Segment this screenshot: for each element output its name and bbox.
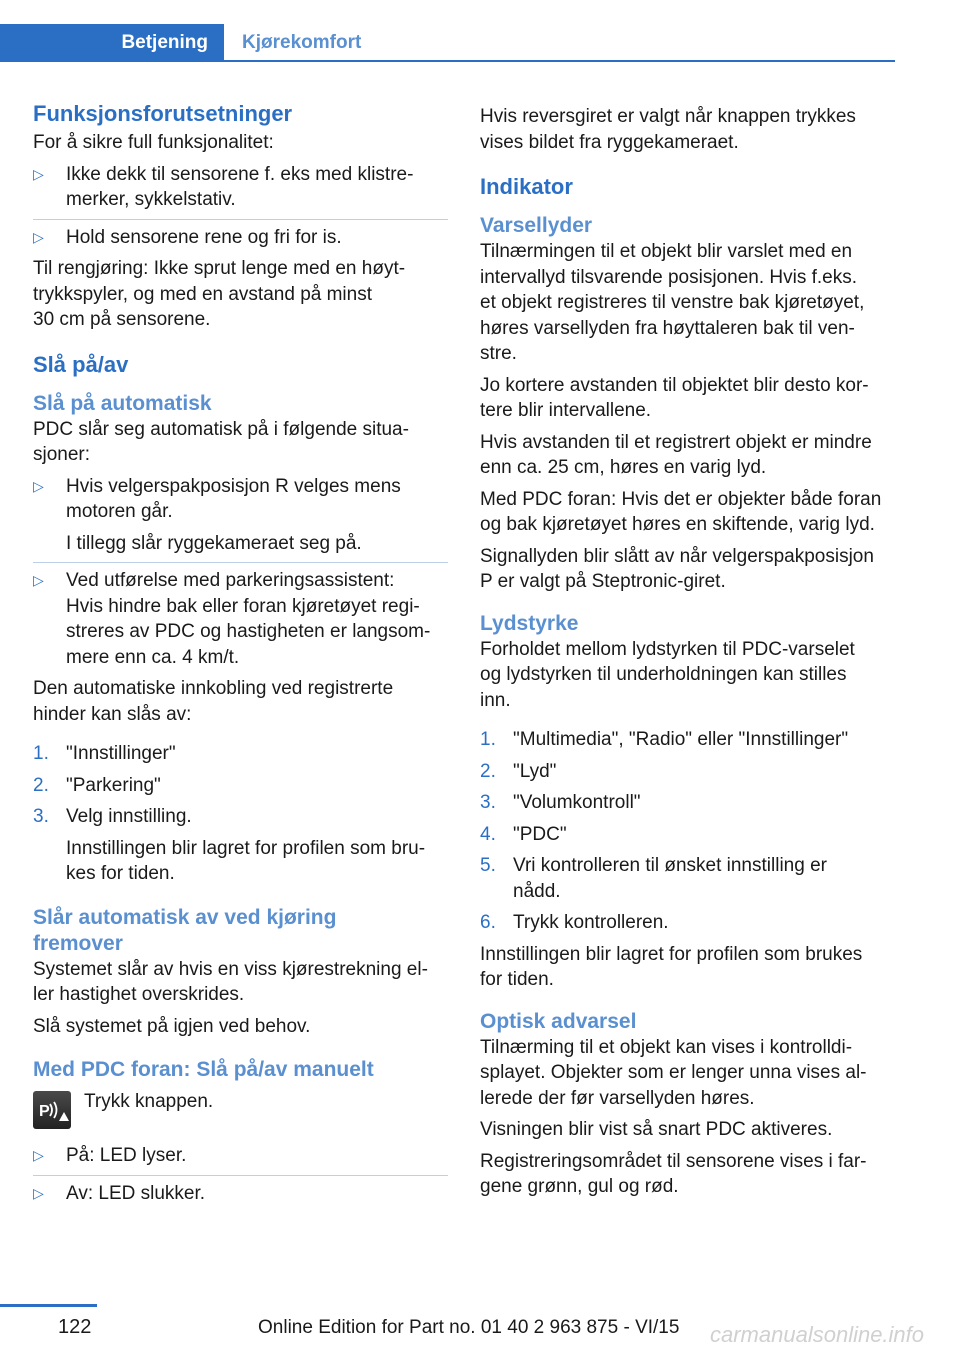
item-number: 3.	[33, 806, 49, 827]
right-column	[480, 104, 895, 1206]
text-line: enn ca. 25 cm, høres en varig lyd.	[480, 457, 767, 478]
item-text: Trykk kontrolleren.	[513, 912, 669, 933]
paragraph-disable	[33, 676, 448, 727]
left-column	[33, 100, 448, 1206]
chapter-header	[0, 24, 895, 62]
heading-line: fremover	[33, 931, 123, 955]
paragraph-warn	[480, 239, 895, 367]
paragraph-front	[480, 487, 895, 538]
heading-funksjonsforutsetninger: Funksjonsforutsetninger	[33, 101, 293, 126]
text-line: Registreringsområdet til sensorene vises i far-	[480, 1150, 867, 1172]
list-item-text: Ikke dekk til sensorene f. eks med klistre-	[66, 163, 414, 185]
list-item-text: Ved utførelse med parkeringsassistent:	[66, 570, 395, 591]
paragraph-reenable: Slå systemet på igjen ved behov.	[33, 1015, 311, 1037]
text-line: for tiden.	[480, 969, 554, 990]
paragraph-display: Visningen blir vist så snart PDC aktiveres.	[480, 1119, 833, 1140]
triangle-bullet-icon: ▷	[33, 228, 44, 245]
heading-indikator: Indikator	[480, 174, 573, 199]
pdc-button-icon	[33, 1091, 71, 1129]
item-number: 2.	[480, 760, 496, 782]
heading-sla-pa-av: Slå på/av	[33, 351, 129, 377]
paragraph-range	[480, 1149, 895, 1200]
tab-betjening[interactable]: Betjening	[0, 24, 224, 62]
item-number: 1.	[480, 729, 496, 750]
numbered-item	[480, 910, 895, 936]
text-line: trykkspyler, og med en avstand på minst	[33, 283, 372, 305]
list-item	[33, 562, 448, 670]
item-text: "PDC"	[513, 823, 567, 845]
item-text: nådd.	[513, 880, 561, 902]
paragraph-shorter	[480, 373, 895, 424]
paragraph-cleaning	[33, 256, 448, 333]
watermark: carmanualsonline.info	[710, 1322, 925, 1347]
item-text: Velg innstilling.	[66, 806, 192, 827]
list-item-text: I tillegg slår ryggekameraet seg på.	[66, 532, 362, 554]
text-line: inn.	[480, 689, 511, 711]
text-line: intervallyd tilsvarende posisjonen. Hvis f.eks.	[480, 266, 858, 288]
list-item	[33, 1143, 448, 1169]
text-line: og lydstyrken til underholdningen kan stilles	[480, 664, 847, 685]
item-text: "Parkering"	[66, 774, 161, 796]
text-line: Systemet slår av hvis en viss kjørestrekning el-	[33, 958, 428, 980]
item-text: Innstillingen blir lagret for profilen som bru-	[66, 837, 426, 859]
text-line: PDC slår seg automatisk på i følgende situa-	[33, 418, 409, 440]
heading-slar-automatisk-av	[33, 905, 448, 957]
numbered-item	[480, 759, 895, 785]
numbered-item	[33, 804, 448, 887]
list-item-text: På: LED lyser.	[66, 1145, 187, 1166]
text-line: lerede der før varsellyden høres.	[480, 1087, 755, 1109]
text-line: 30 cm på sensorene.	[33, 309, 211, 330]
list-item-text: motoren går.	[66, 501, 173, 522]
text-line: og bak kjøretøyet høres en skiftende, varig lyd.	[480, 514, 875, 535]
numbered-item	[480, 853, 895, 904]
text-line: ler hastighet overskrides.	[33, 984, 245, 1005]
item-number: 2.	[33, 774, 49, 796]
text-line: stre.	[480, 343, 517, 364]
text-line: Med PDC foran: Hvis det er objekter både foran	[480, 488, 882, 510]
triangle-bullet-icon: ▷	[33, 477, 44, 494]
text-line: hinder kan slås av:	[33, 703, 192, 725]
footer-rule	[0, 1304, 97, 1307]
list-item-text: Hvis hindre bak eller foran kjøretøyet regi-	[66, 595, 420, 617]
text-line: vises bildet fra ryggekameraet.	[480, 131, 739, 153]
text-line: Jo kortere avstanden til objektet blir desto kor-	[480, 374, 869, 396]
page-number: 122	[58, 1316, 92, 1338]
text-line: sjoner:	[33, 444, 91, 465]
list-item	[33, 162, 448, 213]
numbered-item	[33, 773, 448, 799]
paragraph-distance	[480, 430, 895, 481]
list-item	[33, 1175, 448, 1207]
heading-optisk-advarsel: Optisk advarsel	[480, 1009, 637, 1033]
text-line: tere blir intervallene.	[480, 400, 652, 421]
numbered-item	[480, 727, 895, 753]
paragraph-func: For å sikre full funksjonalitet:	[33, 132, 274, 153]
list-item-text: merker, sykkelstativ.	[66, 189, 236, 210]
paragraph-autooff	[33, 957, 448, 1008]
text-line: Den automatiske innkobling ved registrerte	[33, 678, 394, 699]
item-text: "Volumkontroll"	[513, 792, 641, 813]
numbered-item	[480, 790, 895, 816]
numbered-item	[480, 822, 895, 848]
item-text: "Lyd"	[513, 760, 557, 782]
triangle-bullet-icon: ▷	[33, 165, 44, 182]
item-text: kes for tiden.	[66, 863, 175, 884]
text-line: Forholdet mellom lydstyrken til PDC-varselet	[480, 638, 855, 660]
triangle-bullet-icon: ▷	[33, 1184, 44, 1201]
item-text: Vri kontrolleren til ønsket innstilling er	[513, 855, 827, 876]
svg-text:P: P	[39, 1103, 50, 1120]
list-item-text: Av: LED slukker.	[66, 1182, 206, 1204]
list-item	[33, 474, 448, 557]
list-item-text: streres av PDC og hastigheten er langsom-	[66, 621, 431, 642]
list-item-text: mere enn ca. 4 km/t.	[66, 646, 240, 668]
text-line: Tilnærming til et objekt kan vises i kontrolldi-	[480, 1036, 853, 1058]
numbered-list	[480, 727, 895, 936]
text-line: gene grønn, gul og rød.	[480, 1176, 679, 1197]
text-line: splayet. Objekter som er lenger unna vises al-	[480, 1062, 867, 1083]
numbered-list	[33, 741, 448, 887]
paragraph-optical	[480, 1035, 895, 1112]
heading-manuelt: Med PDC foran: Slå på/av manuelt	[33, 1058, 374, 1081]
text-line: Hvis avstanden til et registrert objekt er mindre	[480, 431, 872, 453]
heading-varsellyder: Varsellyder	[480, 214, 593, 237]
text-line: Til rengjøring: Ikke sprut lenge med en høyt-	[33, 258, 406, 279]
triangle-bullet-icon: ▷	[33, 1147, 44, 1163]
item-text: "Multimedia", "Radio" eller "Innstillinger"	[513, 729, 849, 750]
text-line: Tilnærmingen til et objekt blir varslet med en	[480, 241, 853, 262]
heading-lydstyrke: Lydstyrke	[480, 611, 579, 635]
numbered-item	[33, 741, 448, 767]
paragraph-reverse	[480, 104, 895, 155]
press-button-text: Trykk knappen.	[84, 1091, 214, 1112]
list-item-text: Hvis velgerspakposisjon R velges mens	[66, 475, 401, 497]
text-line: Signallyden blir slått av når velgerspakposisjon	[480, 545, 874, 567]
paragraph-auto	[33, 417, 448, 468]
text-line: Innstillingen blir lagret for profilen som brukes	[480, 943, 863, 965]
heading-line: Slår automatisk av ved kjøring	[33, 905, 337, 929]
text-line: et objekt registreres til venstre bak kjøretøyet,	[480, 292, 865, 313]
list-item	[33, 219, 448, 251]
paragraph-saved	[480, 942, 895, 993]
paragraph-volume	[480, 637, 895, 714]
press-button-row	[33, 1089, 448, 1139]
triangle-bullet-icon: ▷	[33, 572, 44, 588]
item-number: 6.	[480, 912, 496, 933]
text-line: Hvis reversgiret er valgt når knappen trykkes	[480, 106, 856, 127]
edition-text: Online Edition for Part no. 01 40 2 963 875 - VI/15	[258, 1317, 680, 1338]
text-line: høres varsellyden fra høyttaleren bak til ven-	[480, 317, 855, 339]
item-number: 4.	[480, 823, 496, 845]
paragraph-signal	[480, 544, 895, 595]
tab-kjorekomfort[interactable]: Kjørekomfort	[242, 32, 362, 53]
item-text: "Innstillinger"	[66, 743, 176, 764]
item-number: 3.	[480, 792, 496, 813]
heading-sla-pa-automatisk: Slå på automatisk	[33, 391, 212, 415]
item-number: 1.	[33, 743, 49, 764]
list-item-text: Hold sensorene rene og fri for is.	[66, 226, 342, 248]
item-number: 5.	[480, 855, 496, 876]
text-line: P er valgt på Steptronic-giret.	[480, 571, 726, 592]
